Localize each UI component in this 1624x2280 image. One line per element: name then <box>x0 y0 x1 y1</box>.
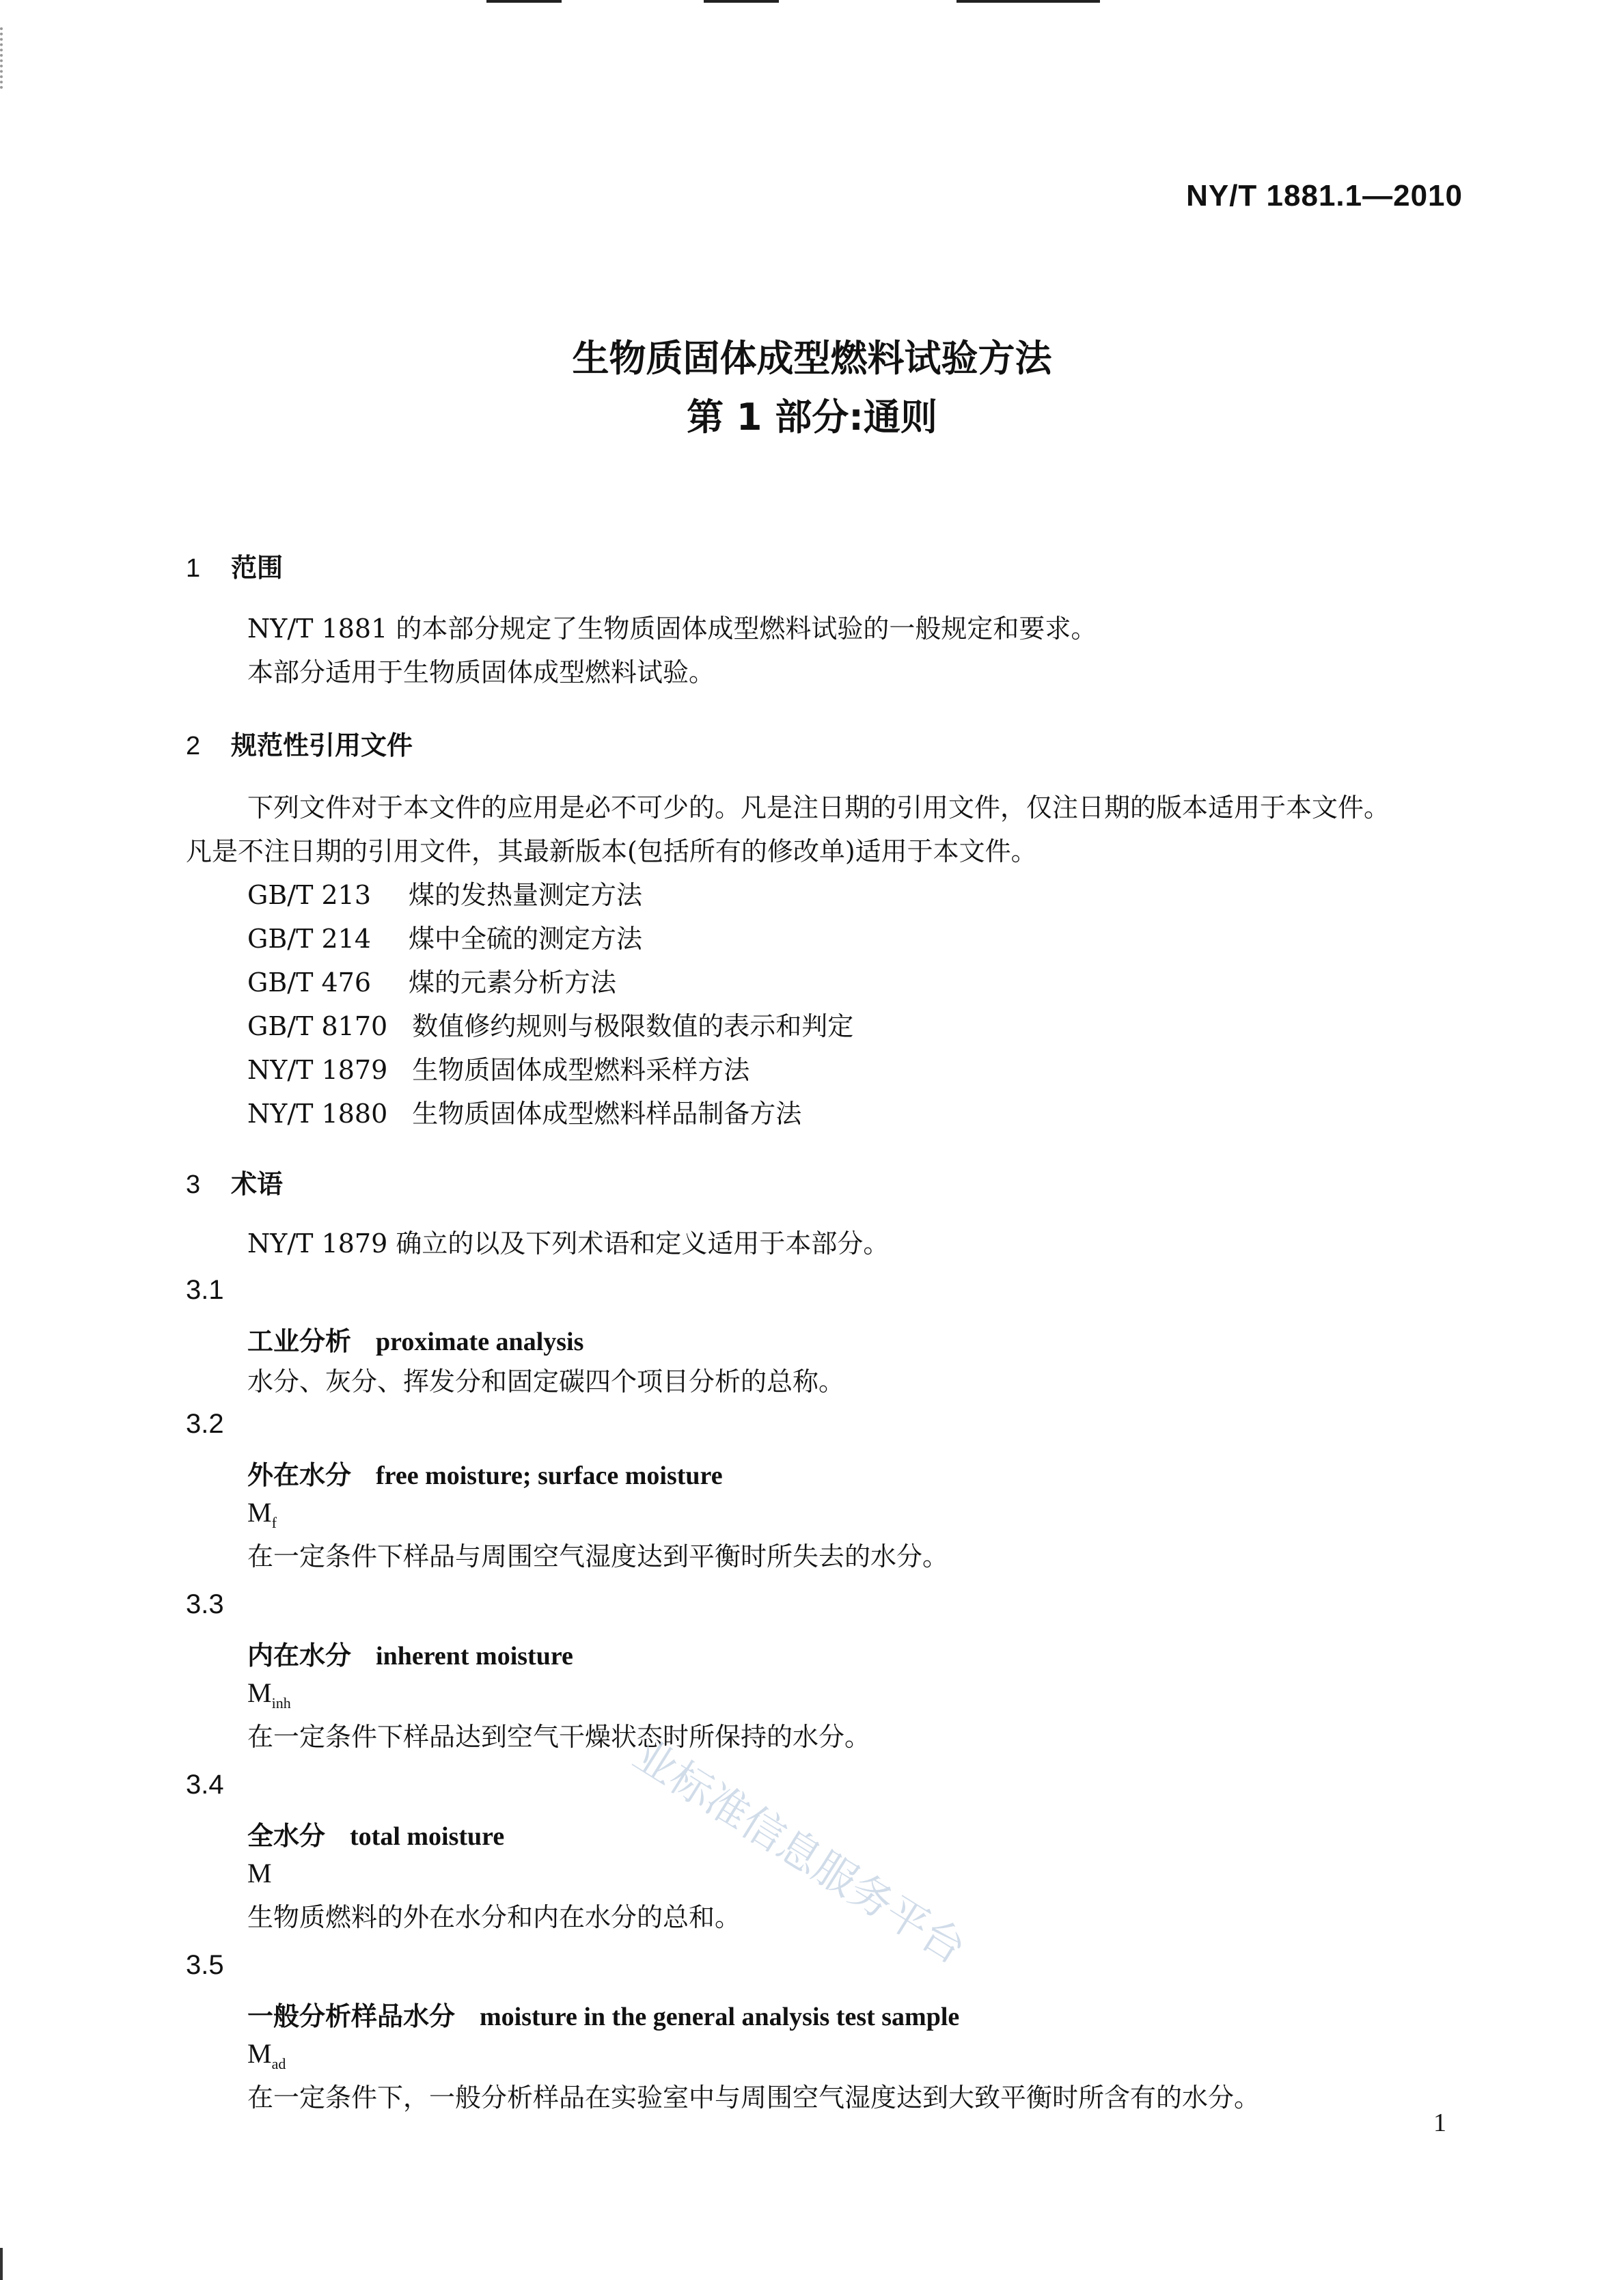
clause-number: 3.1 <box>186 1275 224 1305</box>
term-en: total moisture <box>350 1822 505 1851</box>
term-definition: 在一定条件下，一般分析样品在实验室中与周围空气湿度达到大致平衡时所含有的水分。 <box>247 2083 1261 2113</box>
section-heading-scope <box>186 547 283 584</box>
term-definition: 在一定条件下样品达到空气干燥状态时所保持的水分。 <box>247 1722 871 1752</box>
reference-title: 煤的发热量测定方法 <box>409 880 643 910</box>
term-symbol: M <box>247 1858 272 1888</box>
term-definition: 水分、灰分、挥发分和固定碳四个项目分析的总称。 <box>247 1366 845 1397</box>
page-number: 1 <box>1433 2109 1446 2137</box>
term-zh: 内在水分 <box>247 1640 352 1671</box>
term-symbol: $M_{inh}$ <box>247 1677 291 1712</box>
reference-title: 数值修约规则与极限数值的表示和判定 <box>412 1011 854 1041</box>
section-title: 范围 <box>231 553 284 583</box>
paragraph: 本部分适用于生物质固体成型燃料试验。 <box>247 657 715 687</box>
term-zh: 一般分析样品水分 <box>247 2001 456 2031</box>
scan-edge-marks <box>0 27 5 89</box>
term-zh: 工业分析 <box>247 1326 352 1356</box>
section-heading-references <box>186 724 413 762</box>
section-title: 规范性引用文件 <box>231 730 413 760</box>
reference-code: NY/T 1880 <box>247 1099 388 1129</box>
reference-item <box>247 1092 801 1136</box>
reference-item <box>247 1004 853 1048</box>
reference-code: GB/T 214 <box>247 924 372 954</box>
clause-number: 3.5 <box>186 1950 224 1980</box>
reference-title: 煤的元素分析方法 <box>409 967 617 998</box>
reference-item <box>247 873 642 917</box>
reference-title: 煤中全硫的测定方法 <box>409 924 643 954</box>
term-definition: 生物质燃料的外在水分和内在水分的总和。 <box>247 1902 741 1932</box>
reference-item <box>247 1048 749 1092</box>
clause-number: 3.3 <box>186 1589 224 1619</box>
reference-title: 生物质固体成型燃料采样方法 <box>412 1055 750 1085</box>
top-rule <box>704 0 779 3</box>
term-en: proximate analysis <box>376 1328 584 1356</box>
top-rule <box>486 0 562 3</box>
paragraph: NY/T 1879 确立的以及下列术语和定义适用于本部分。 <box>247 1228 890 1259</box>
term-zh: 全水分 <box>247 1821 326 1851</box>
term-zh: 外在水分 <box>247 1460 352 1490</box>
document-title: 生物质固体成型燃料试验方法 <box>572 337 1052 380</box>
reference-code: NY/T 1879 <box>247 1055 388 1085</box>
section-number: 1 <box>186 554 201 583</box>
term-definition: 在一定条件下样品与周围空气湿度达到平衡时所失去的水分。 <box>247 1541 949 1571</box>
scan-edge-mark <box>0 2248 3 2280</box>
clause-number: 3.4 <box>186 1770 224 1800</box>
term-en: inherent moisture <box>376 1642 573 1671</box>
section-title: 术语 <box>231 1169 284 1199</box>
reference-item <box>247 917 642 961</box>
paragraph: 下列文件对于本文件的应用是必不可少的。凡是注日期的引用文件，仅注日期的版本适用于本文件。凡是不注日期的引用文件，其最新版本(包括所有的修改单)适用于本文件。 <box>186 793 1390 866</box>
reference-item <box>247 961 616 1004</box>
term-symbol: $M_f$ <box>247 1497 277 1531</box>
term-en: moisture in the general analysis test sample <box>480 2003 960 2031</box>
reference-code: GB/T 8170 <box>247 1011 388 1041</box>
section-number: 3 <box>186 1170 201 1199</box>
standard-code: NY/T 1881.1—2010 <box>1186 179 1463 212</box>
watermark: 业标准信息服务平台 <box>624 1729 975 1974</box>
document-subtitle: 第 1 部分:通则 <box>687 396 937 439</box>
section-number: 2 <box>186 732 201 760</box>
reference-code: GB/T 213 <box>247 880 372 910</box>
term-symbol: $M_{ad}$ <box>247 2038 286 2072</box>
term-entry <box>247 1634 573 1672</box>
paragraph: NY/T 1881 的本部分规定了生物质固体成型燃料试验的一般规定和要求。 <box>247 614 1097 644</box>
clause-number: 3.2 <box>186 1409 224 1439</box>
reference-code: GB/T 476 <box>247 967 372 998</box>
term-entry <box>247 1995 959 2033</box>
term-entry <box>247 1815 504 1852</box>
reference-title: 生物质固体成型燃料样品制备方法 <box>412 1099 802 1129</box>
term-entry <box>247 1454 723 1492</box>
term-entry <box>247 1320 583 1358</box>
section-heading-terms <box>186 1163 283 1200</box>
top-rule <box>956 0 1100 3</box>
term-en: free moisture; surface moisture <box>376 1461 723 1490</box>
